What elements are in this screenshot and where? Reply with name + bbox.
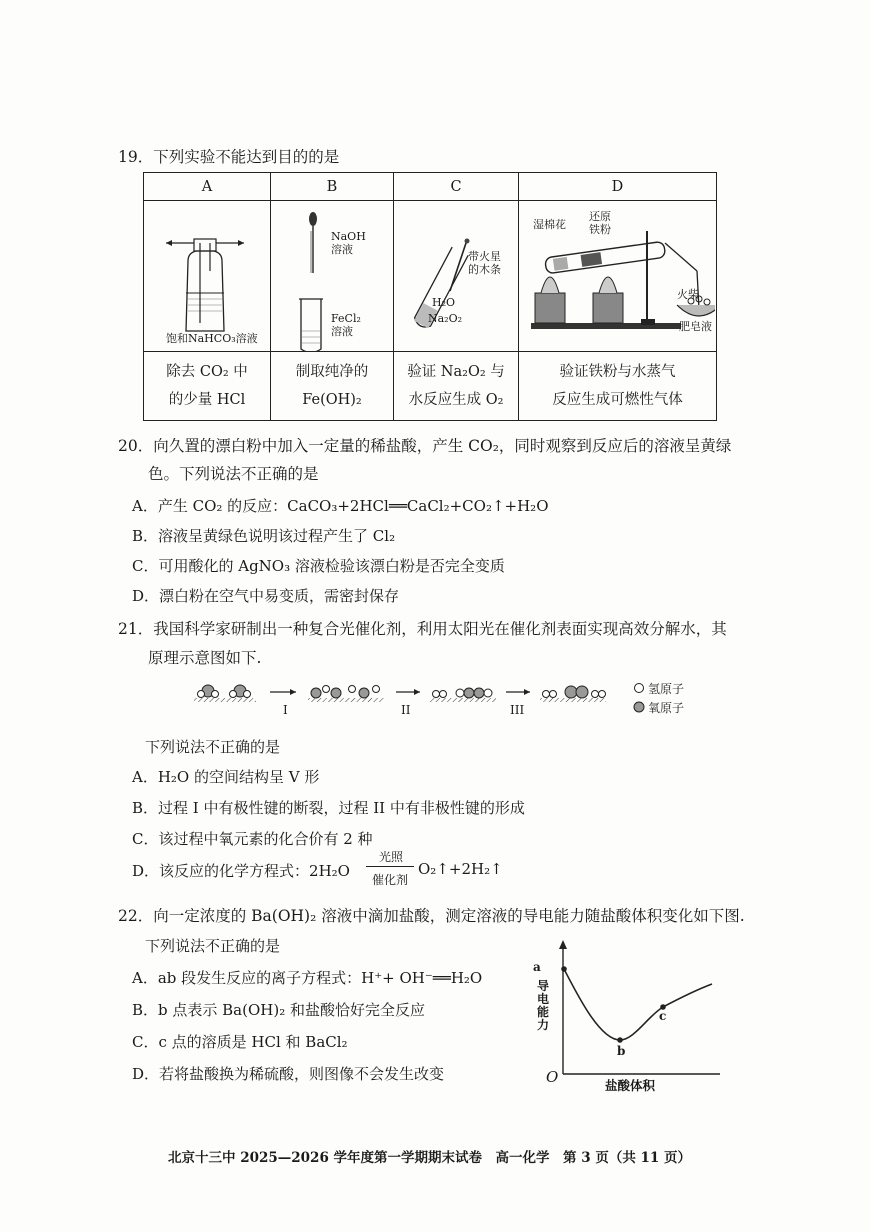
- q21-option-d-suffix: O₂↑+2H₂↑: [418, 860, 503, 878]
- q19-stem: 19．下列实验不能达到目的的是: [118, 148, 340, 166]
- legend-hydrogen: 氢原子: [648, 682, 685, 696]
- q21-option-d-prefix: D．该反应的化学方程式：2H₂O: [132, 862, 350, 880]
- q22-option-c: C．c 点的溶质是 HCl 和 BaCl₂: [132, 1033, 348, 1051]
- q20-option-b: B．溶液呈黄绿色说明该过程产生了 Cl₂: [132, 527, 396, 545]
- label-glowing-splint-2: 的木条: [468, 263, 501, 276]
- step-label-3: III: [510, 703, 525, 717]
- q19-experiment-table: [143, 172, 717, 421]
- label-point-b: b: [617, 1044, 626, 1058]
- q21-option-c: C．该过程中氧元素的化合价有 2 种: [132, 830, 373, 848]
- y-axis-arrow: [559, 940, 567, 949]
- page-footer: 北京十三中 2025—2026 学年度第一学期期末试卷 高一化学 第 3 页（共 11 页）: [168, 1150, 692, 1166]
- header-c: C: [394, 173, 519, 201]
- label-nahco3: 饱和NaHCO₃溶液: [166, 332, 258, 345]
- gas-washing-bottle-diagram: [144, 201, 268, 351]
- step-label-1: I: [283, 703, 288, 717]
- conductivity-curve: [564, 969, 712, 1040]
- label-glowing-splint: 带火星: [468, 250, 501, 263]
- desc-d: 验证铁粉与水蒸气 反应生成可燃性气体: [519, 352, 717, 421]
- equation-bar: [366, 866, 414, 867]
- conductivity-graph: [530, 936, 730, 1096]
- point-b: [617, 1037, 623, 1043]
- label-reduced-iron: 还原: [589, 210, 611, 223]
- cell-a-apparatus: [144, 201, 271, 352]
- label-reduced-iron-2: 铁粉: [589, 223, 611, 236]
- header-b: B: [271, 173, 394, 201]
- q22-sub: 下列说法不正确的是: [145, 937, 281, 955]
- q22-option-a: A．ab 段发生反应的离子方程式：H⁺+ OH⁻══H₂O: [132, 969, 483, 987]
- desc-c: 验证 Na₂O₂ 与 水反应生成 O₂: [394, 352, 519, 421]
- legend-oxygen: 氧原子: [648, 701, 685, 715]
- label-h2o: H₂O: [432, 296, 456, 309]
- condition-light: 光照: [378, 850, 403, 864]
- q22-option-d: D．若将盐酸换为稀硫酸，则图像不会发生改变: [132, 1065, 445, 1083]
- point-a: [561, 966, 567, 972]
- q20-stem-line1: 20．向久置的漂白粉中加入一定量的稀盐酸，产生 CO₂，同时观察到反应后的溶液呈黄绿: [118, 437, 732, 455]
- label-naoh: NaOH: [331, 230, 366, 243]
- cell-d-apparatus: [519, 201, 717, 352]
- label-fecl2-solution: 溶液: [331, 325, 353, 338]
- origin-label: O: [546, 1068, 559, 1086]
- label-match: 火柴: [677, 288, 699, 301]
- q22-option-b: B．b 点表示 Ba(OH)₂ 和盐酸恰好完全反应: [132, 1001, 425, 1019]
- q22-stem: 22．向一定浓度的 Ba(OH)₂ 溶液中滴加盐酸，测定溶液的导电能力随盐酸体积变化如下图.: [118, 907, 745, 925]
- atom-legend-icons: [632, 681, 646, 717]
- cell-c-apparatus: [394, 201, 519, 352]
- tilted-test-tube-diagram: [394, 201, 516, 351]
- q20-option-c: C．可用酸化的 AgNO₃ 溶液检验该漂白粉是否完全变质: [132, 557, 505, 575]
- label-fecl2: FeCl₂: [331, 312, 361, 325]
- step-label-2: II: [401, 703, 411, 717]
- q20-option-d: D．漂白粉在空气中易变质，需密封保存: [132, 587, 400, 605]
- cell-b-apparatus: [271, 201, 394, 352]
- label-point-c: c: [659, 1009, 667, 1023]
- desc-a: 除去 CO₂ 中 的少量 HCl: [144, 352, 271, 421]
- y-axis-label: 导电能力: [537, 979, 550, 1032]
- label-soap-solution: 肥皂液: [679, 320, 712, 333]
- q20-stem-line2: 色。下列说法不正确的是: [148, 465, 319, 483]
- desc-b: 制取纯净的 Fe(OH)₂: [271, 352, 394, 421]
- header-d: D: [519, 173, 717, 201]
- q21-option-a: A．H₂O 的空间结构呈 V 形: [132, 768, 320, 786]
- label-na2o2: Na₂O₂: [428, 312, 463, 325]
- q21-stem-line1: 21．我国科学家研制出一种复合光催化剂，利用太阳光在催化剂表面实现高效分解水，其: [118, 620, 727, 638]
- q21-stem-line2: 原理示意图如下.: [148, 649, 262, 667]
- x-axis-label: 盐酸体积: [605, 1078, 656, 1093]
- q21-option-b: B．过程 I 中有极性键的断裂，过程 II 中有非极性键的形成: [132, 799, 525, 817]
- q21-sub: 下列说法不正确的是: [145, 738, 281, 756]
- q20-option-a: A．产生 CO₂ 的反应：CaCO₃+2HCl══CaCl₂+CO₂↑+H₂O: [132, 497, 549, 515]
- header-a: A: [144, 173, 271, 201]
- label-naoh-solution: 溶液: [331, 243, 353, 256]
- label-wet-cotton: 湿棉花: [533, 218, 566, 231]
- label-point-a: a: [533, 960, 541, 974]
- condition-catalyst: 催化剂: [371, 873, 408, 887]
